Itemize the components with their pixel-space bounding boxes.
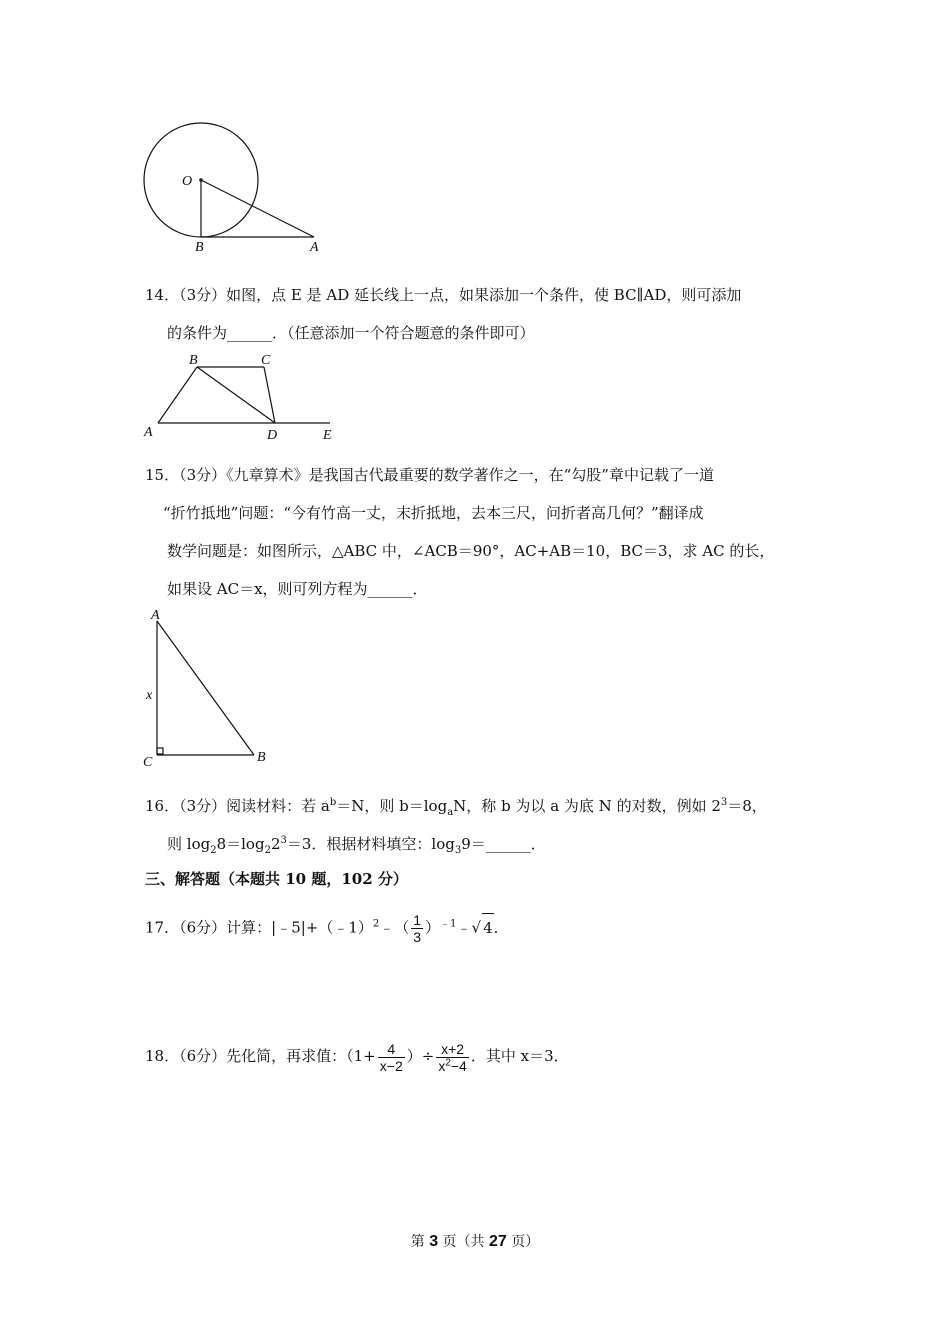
q17-text-e: ． [493, 918, 509, 937]
q16-l2-sup: 3 [280, 835, 287, 846]
segment-ab [158, 367, 197, 423]
q15-number: 15． [145, 466, 180, 484]
fraction-4-over-x-minus-2 [378, 1041, 405, 1074]
q16-l2-d: ＝3．根据材料填空：log [286, 835, 455, 853]
q14-text2b: ．（任意添加一个符合题意的条件即可） [272, 324, 535, 342]
circle-tangent-figure [140, 120, 340, 260]
q18-text-c: ．其中 x＝3． [470, 1047, 569, 1065]
q17-text-c: ） [425, 918, 441, 937]
q16-l2-a: 则 log [167, 835, 211, 853]
answer-blank: ______ [367, 580, 413, 598]
label-b: B [257, 750, 266, 765]
q14-number: 14． [145, 286, 180, 304]
q16-l2-c: 2 [270, 835, 281, 853]
q14-score: （3分） [179, 286, 227, 304]
answer-blank: ______ [485, 835, 531, 853]
label-c: C [261, 353, 271, 368]
q17-line [145, 912, 509, 945]
q14-text2a: 的条件为 [167, 324, 228, 342]
q16-text-b: ＝N，则 b＝log [336, 797, 448, 815]
label-a: A [144, 425, 153, 440]
frac2-den [436, 1058, 469, 1074]
q16-l2-e: 9＝ [461, 835, 486, 853]
footer-total: 27 [489, 1233, 507, 1250]
frac2-den-b: −4 [450, 1057, 467, 1074]
frac-num: 1 [413, 912, 422, 928]
sqrt-radicand: 4 [482, 913, 494, 942]
right-triangle-figure [138, 605, 278, 775]
fraction-one-third [411, 912, 423, 945]
center-point [199, 178, 203, 182]
q16-l2-f: ． [530, 835, 546, 853]
q14-text: 如图，点 E 是 AD 延长线上一点，如果添加一个条件，使 BC∥AD，则可添加 [226, 286, 742, 304]
segment-cd [264, 367, 275, 423]
label-e: E [323, 428, 332, 443]
sqrt-sign: √ [471, 918, 482, 937]
label-b: B [195, 240, 204, 255]
q16-sup-b: b [329, 797, 337, 808]
q15-text4b: ． [412, 580, 428, 598]
q17-number: 17． [145, 918, 180, 937]
q16-sup-3: 3 [720, 797, 728, 808]
q17-sup2: ﹣1 [440, 918, 457, 930]
q16-number: 16． [145, 797, 180, 815]
q16-text-c: N，称 b 为以 a 为底 N 的对数，例如 2 [453, 797, 721, 815]
q16-l2-sub3: 3 [454, 845, 462, 856]
q16-l2-sub1: 2 [210, 845, 217, 856]
section-heading: 三、解答题（本题共 10 题，102 分） [145, 870, 408, 888]
q16-text-a: 阅读材料：若 a [226, 797, 330, 815]
q16-text-d: ＝8， [727, 797, 767, 815]
label-o: O [182, 174, 193, 189]
answer-blank: ______ [227, 324, 273, 342]
q14-line1 [145, 285, 741, 305]
q17-text-a: 计算：|﹣5|+（﹣1） [226, 918, 373, 937]
label-a: A [310, 240, 319, 255]
q15-line1 [145, 465, 714, 485]
frac2-num: x+2 [436, 1041, 469, 1058]
label-a: A [151, 608, 160, 623]
label-d: D [267, 428, 278, 443]
frac1-num: 4 [378, 1041, 405, 1058]
segment-bd [197, 367, 275, 423]
footer-c: 页） [506, 1234, 540, 1250]
q14-line2 [167, 323, 535, 343]
q17-score: （6分） [179, 918, 227, 937]
q16-line2 [167, 834, 546, 854]
q18-number: 18． [145, 1047, 180, 1065]
q18-text-a: 先化简，再求值：（1+ [226, 1047, 376, 1065]
fraction-x-plus-2-over-x2-minus-4 [436, 1041, 469, 1074]
footer-page: 3 [429, 1233, 439, 1250]
q16-score: （3分） [179, 797, 227, 815]
label-x: x [146, 688, 153, 703]
footer-b: 页（共 [438, 1234, 489, 1250]
q16-line1 [145, 796, 767, 816]
frac1-den: x−2 [379, 1057, 403, 1074]
label-b: B [189, 353, 198, 368]
trapezoid-figure [140, 350, 350, 445]
q16-l2-sub2: 2 [264, 845, 271, 856]
q15-line3: 数学问题是：如图所示，△ABC 中，∠ACB＝90°，AC+AB＝10，BC＝3，求 AC 的长， [167, 542, 775, 560]
q17-sup1: 2 [372, 918, 380, 930]
page-footer [0, 1231, 950, 1251]
q15-score: （3分） [179, 466, 227, 484]
footer-a: 第 [410, 1234, 430, 1250]
q16-sub-a: a [447, 807, 454, 818]
q18-text-b: ）÷ [406, 1047, 435, 1065]
q17-text-d: ﹣ [456, 918, 472, 937]
q15-text1: 《九章算术》是我国古代最重要的数学著作之一，在“勾股”章中记载了一道 [226, 466, 714, 484]
q15-line4 [167, 579, 428, 599]
label-c: C [143, 755, 153, 770]
q15-line2: “折竹抵地”问题：“今有竹高一丈，末折抵地，去本三尺，问折者高几何？”翻译成 [163, 504, 704, 522]
frac2-den-a: x [438, 1057, 446, 1074]
q18-line [145, 1038, 569, 1074]
q16-l2-b: 8＝log [216, 835, 265, 853]
q15-text4a: 如果设 AC＝x，则可列方程为 [167, 580, 368, 598]
frac-den: 3 [413, 929, 422, 945]
q18-score: （6分） [179, 1047, 227, 1065]
q17-text-b: ﹣（ [379, 918, 410, 937]
segment-ab [157, 621, 254, 755]
frac2-den-sup: 2 [445, 1056, 451, 1068]
right-angle-mark [157, 748, 163, 754]
